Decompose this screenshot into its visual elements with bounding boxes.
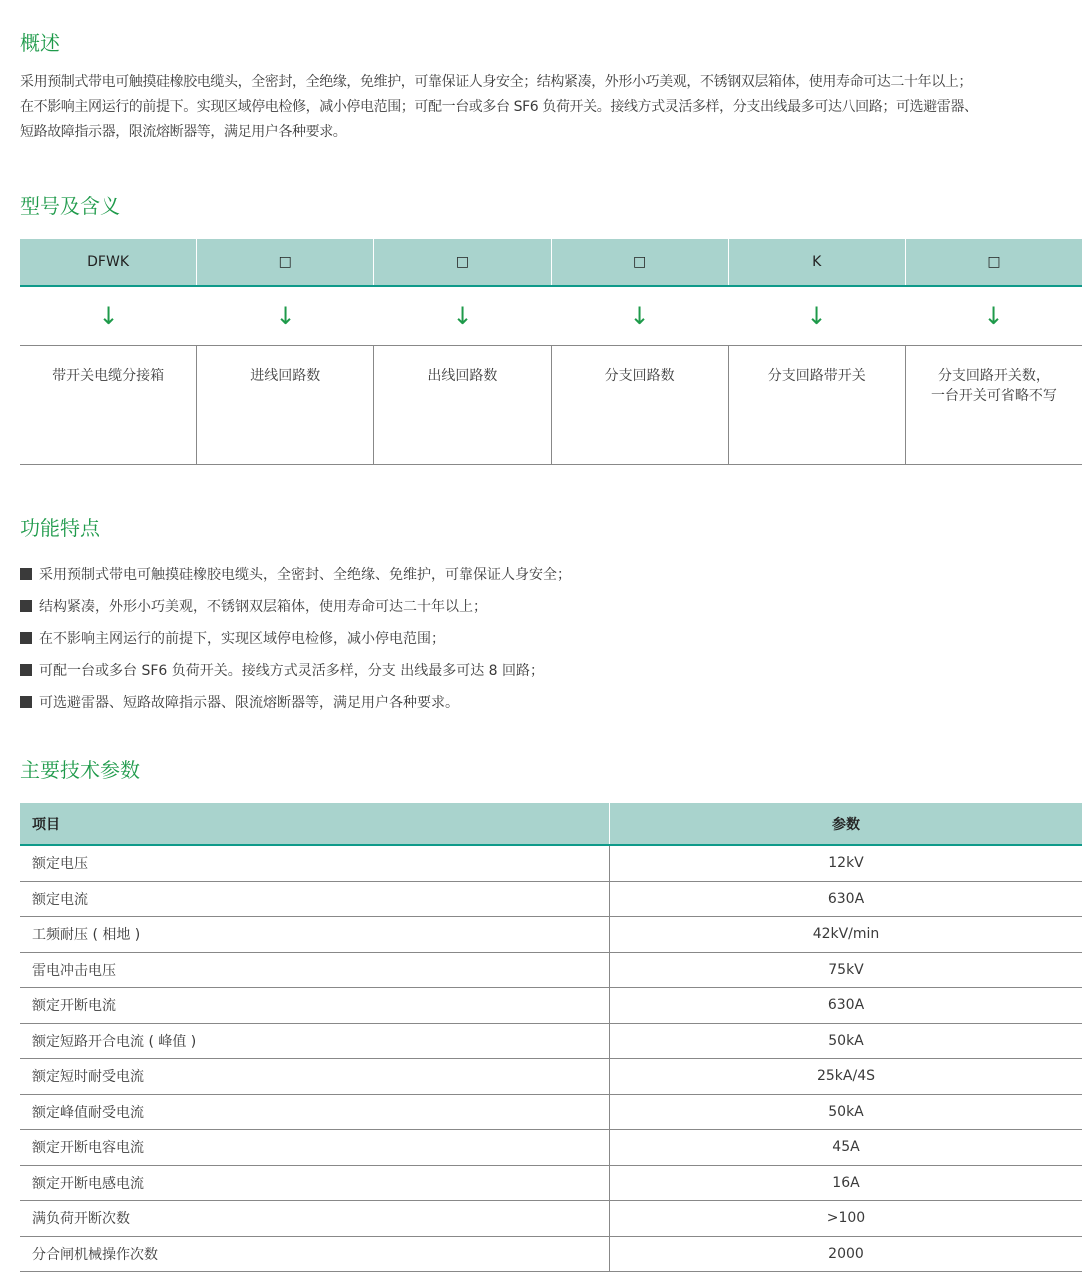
model-meaning-row: [20, 345, 1082, 465]
model-code-cell: DFWK: [87, 254, 130, 270]
arrow-down-icon: ↓: [806, 302, 827, 330]
model-code-cell: □: [551, 239, 728, 285]
model-meaning-cell: 分支回路开关数， 一台开关可省略不写: [905, 346, 1082, 464]
param-value: 16A: [832, 1174, 860, 1191]
param-name: 工频耐压 ( 相地 ): [20, 917, 610, 952]
param-value: 75kV: [828, 961, 864, 978]
params-header-row: [20, 803, 1082, 846]
overview-line: 在不影响主网运行的前提下。实现区域停电检修，减小停电范围；可配一台或多台 SF6 负荷开关。接线方式灵活多样，分支出线最多可达八回路；可选避雷器、: [20, 99, 978, 115]
param-name: 额定短路开合电流 ( 峰值 ): [20, 1024, 610, 1059]
arrow-down-icon: ↓: [983, 302, 1004, 330]
feature-text: 结构紧凑，外形小巧美观，不锈钢双层箱体，使用寿命可达二十年以上；: [39, 599, 487, 615]
model-code-cell: □: [373, 239, 550, 285]
param-value: 45A: [832, 1139, 860, 1156]
params-header-item: 项目: [20, 803, 610, 844]
param-value: 42kV/min: [812, 926, 880, 943]
square-bullet-icon: [20, 632, 32, 644]
param-value: 25kA/4S: [816, 1068, 875, 1085]
table-row: [20, 1024, 1082, 1060]
param-name: 额定开断电容电流: [20, 1130, 610, 1165]
model-meaning-cell: 分支回路数: [551, 346, 728, 464]
overview-line: 短路故障指示器，限流熔断器等，满足用户各种要求。: [20, 124, 347, 140]
params-title: 主要技术参数: [20, 758, 140, 782]
square-bullet-icon: [20, 696, 32, 708]
params-table: [20, 803, 1082, 1272]
model-designation-table: [20, 239, 1082, 465]
list-item: [20, 654, 571, 686]
feature-text: 可选避雷器、短路故障指示器、限流熔断器等，满足用户各种要求。: [39, 695, 459, 711]
model-meaning-cell: 带开关电缆分接箱: [52, 368, 165, 384]
table-row: [20, 917, 1082, 953]
list-item: [20, 686, 571, 718]
param-name: 额定电流: [20, 882, 610, 917]
table-row: [20, 988, 1082, 1024]
param-name: 额定短时耐受电流: [20, 1059, 610, 1094]
arrow-down-icon: ↓: [98, 302, 119, 330]
param-value: 50kA: [828, 1103, 864, 1120]
square-bullet-icon: [20, 600, 32, 612]
model-arrow-row: [20, 287, 1082, 345]
table-row: [20, 1130, 1082, 1166]
model-code-row: [20, 239, 1082, 287]
model-meaning-cell: 进线回路数: [196, 346, 373, 464]
square-bullet-icon: [20, 664, 32, 676]
param-name: 额定开断电流: [20, 988, 610, 1023]
feature-text: 在不影响主网运行的前提下，实现区域停电检修，减小停电范围；: [39, 631, 445, 647]
list-item: [20, 590, 571, 622]
table-row: [20, 882, 1082, 918]
params-header-value: 参数: [832, 816, 860, 833]
overview-title: 概述: [20, 31, 60, 55]
overview-line: 采用预制式带电可触摸硅橡胶电缆头，全密封，全绝缘，免维护，可靠保证人身安全；结构紧凑，外形小巧美观，不锈钢双层箱体，使用寿命可达二十年以上；: [20, 74, 972, 90]
table-row: [20, 1059, 1082, 1095]
model-meaning-cell: 分支回路带开关: [728, 346, 905, 464]
param-name: 雷电冲击电压: [20, 953, 610, 988]
param-value: 2000: [828, 1245, 864, 1262]
param-value: 50kA: [828, 1032, 864, 1049]
square-bullet-icon: [20, 568, 32, 580]
table-row: [20, 1166, 1082, 1202]
param-name: 分合闸机械操作次数: [20, 1237, 610, 1272]
overview-paragraph: [20, 70, 1088, 145]
param-value: 12kV: [828, 855, 864, 872]
param-name: 额定电压: [20, 846, 610, 881]
table-row: [20, 1237, 1082, 1273]
table-row: [20, 1095, 1082, 1131]
features-title: 功能特点: [20, 516, 100, 540]
feature-text: 可配一台或多台 SF6 负荷开关。接线方式灵活多样，分支 出线最多可达 8 回路；: [39, 663, 545, 679]
arrow-down-icon: ↓: [275, 302, 296, 330]
table-row: [20, 953, 1082, 989]
list-item: [20, 622, 571, 654]
param-value: 630A: [827, 997, 865, 1014]
model-title: 型号及含义: [20, 194, 120, 218]
param-name: 额定峰值耐受电流: [20, 1095, 610, 1130]
table-row: [20, 846, 1082, 882]
param-name: 额定开断电感电流: [20, 1166, 610, 1201]
arrow-down-icon: ↓: [452, 302, 473, 330]
model-code-cell: K: [728, 239, 905, 285]
model-meaning-cell: 出线回路数: [373, 346, 550, 464]
param-value: 630A: [827, 890, 865, 907]
features-list: [20, 558, 571, 718]
param-value: >100: [826, 1210, 866, 1227]
feature-text: 采用预制式带电可触摸硅橡胶电缆头，全密封、全绝缘、免维护，可靠保证人身安全；: [39, 567, 571, 583]
model-code-cell: □: [905, 239, 1082, 285]
arrow-down-icon: ↓: [629, 302, 650, 330]
table-row: [20, 1201, 1082, 1237]
list-item: [20, 558, 571, 590]
model-code-cell: □: [196, 239, 373, 285]
param-name: 满负荷开断次数: [20, 1201, 610, 1236]
